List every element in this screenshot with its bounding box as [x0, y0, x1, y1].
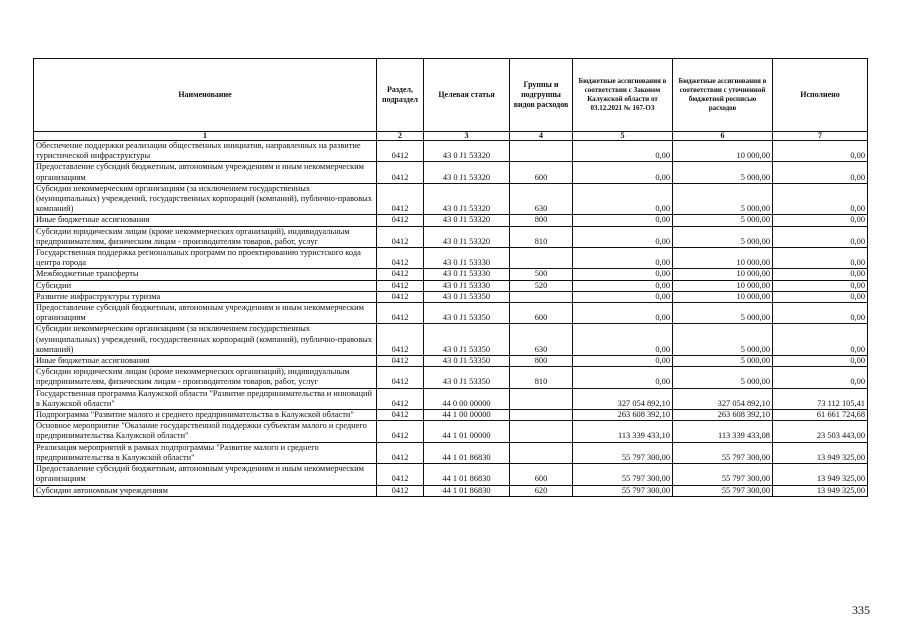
row-budget-law: 0,00: [573, 324, 673, 356]
row-target: 44 1 01 86830: [424, 464, 510, 485]
row-section: 0412: [377, 442, 424, 463]
row-executed: 0,00: [773, 367, 868, 388]
row-group: [510, 421, 573, 442]
table-row: [34, 291, 868, 302]
row-section: 0412: [377, 324, 424, 356]
row-section: 0412: [377, 215, 424, 226]
column-number: 6: [673, 132, 773, 141]
row-section: 0412: [377, 485, 424, 496]
row-name: Субсидии некоммерческим организациям (за исключением государственных (муниципальных) учреждений, государственных корпораций (компаний), публично-правовых компаний): [34, 324, 377, 356]
row-target: 43 0 J1 53350: [424, 291, 510, 302]
row-budget-law: 0,00: [573, 269, 673, 280]
row-budget-refined: 5 000,00: [673, 162, 773, 183]
row-budget-law: 55 797 300,00: [573, 442, 673, 463]
column-number: 2: [377, 132, 424, 141]
row-executed: 0,00: [773, 269, 868, 280]
header-budget-refined: Бюджетные ассигнования в соответствии с уточненной бюджетной росписью расходов: [673, 59, 773, 132]
row-budget-refined: 10 000,00: [673, 280, 773, 291]
row-section: 0412: [377, 226, 424, 247]
row-target: 43 0 J1 53330: [424, 269, 510, 280]
row-executed: 0,00: [773, 215, 868, 226]
header-group: Группы и подгруппы видов расходов: [510, 59, 573, 132]
row-section: 0412: [377, 356, 424, 367]
header-budget-law: Бюджетные ассигнования в соответствии с Законом Калужской области от 03.12.2021 № 167-ОЗ: [573, 59, 673, 132]
row-name: Развитие инфраструктуры туризма: [34, 291, 377, 302]
header-section: Раздел, подраздел: [377, 59, 424, 132]
row-group: [510, 442, 573, 463]
row-executed: 23 503 443,00: [773, 421, 868, 442]
row-section: 0412: [377, 303, 424, 324]
row-group: 630: [510, 183, 573, 215]
row-executed: 0,00: [773, 141, 868, 162]
row-budget-law: 0,00: [573, 248, 673, 269]
row-group: 620: [510, 485, 573, 496]
table-row: [34, 367, 868, 388]
row-name: Иные бюджетные ассигнования: [34, 356, 377, 367]
row-budget-refined: 5 000,00: [673, 303, 773, 324]
table-row: [34, 442, 868, 463]
row-section: 0412: [377, 421, 424, 442]
table-header: [34, 59, 868, 132]
row-executed: 0,00: [773, 280, 868, 291]
row-group: 810: [510, 226, 573, 247]
row-group: 500: [510, 269, 573, 280]
row-executed: 0,00: [773, 183, 868, 215]
column-number: 1: [34, 132, 377, 141]
row-target: 43 0 J1 53330: [424, 280, 510, 291]
row-section: 0412: [377, 291, 424, 302]
row-budget-refined: 5 000,00: [673, 324, 773, 356]
row-budget-refined: 263 608 392,10: [673, 410, 773, 421]
row-group: [510, 388, 573, 409]
row-section: 0412: [377, 367, 424, 388]
row-section: 0412: [377, 162, 424, 183]
column-number: 7: [773, 132, 868, 141]
row-target: 43 0 J1 53320: [424, 141, 510, 162]
row-executed: 73 112 105,41: [773, 388, 868, 409]
column-number-row: [34, 132, 868, 141]
row-executed: 0,00: [773, 226, 868, 247]
row-budget-law: 0,00: [573, 356, 673, 367]
column-number: 5: [573, 132, 673, 141]
row-budget-refined: 55 797 300,00: [673, 464, 773, 485]
row-budget-refined: 10 000,00: [673, 291, 773, 302]
row-group: 800: [510, 356, 573, 367]
table-row: [34, 248, 868, 269]
row-budget-refined: 327 054 892,10: [673, 388, 773, 409]
row-budget-refined: 5 000,00: [673, 367, 773, 388]
row-name: Подпрограмма "Развитие малого и среднего предпринимательства в Калужской области": [34, 410, 377, 421]
row-target: 43 0 J1 53350: [424, 367, 510, 388]
table-row: [34, 421, 868, 442]
row-group: [510, 410, 573, 421]
row-name: Субсидии юридическим лицам (кроме некоммерческих организаций), индивидуальным предпринимателям, физическим лицам - производителям товаров, работ, услуг: [34, 367, 377, 388]
row-budget-refined: 5 000,00: [673, 183, 773, 215]
row-budget-law: 113 339 433,10: [573, 421, 673, 442]
row-section: 0412: [377, 183, 424, 215]
row-name: Предоставление субсидий бюджетным, автономным учреждениям и иным некоммерческим организациям: [34, 162, 377, 183]
row-budget-law: 55 797 300,00: [573, 485, 673, 496]
header-name: Наименование: [34, 59, 377, 132]
budget-table: [33, 58, 868, 497]
row-target: 43 0 J1 53320: [424, 183, 510, 215]
row-executed: 0,00: [773, 162, 868, 183]
table-row: [34, 388, 868, 409]
row-budget-refined: 5 000,00: [673, 215, 773, 226]
row-executed: 0,00: [773, 356, 868, 367]
row-name: Государственная поддержка региональных программ по проектированию туристского кода центра города: [34, 248, 377, 269]
row-budget-refined: 113 339 433,08: [673, 421, 773, 442]
row-executed: 0,00: [773, 303, 868, 324]
row-budget-refined: 10 000,00: [673, 248, 773, 269]
row-name: Межбюджетные трансферты: [34, 269, 377, 280]
table-row: [34, 324, 868, 356]
row-budget-refined: 5 000,00: [673, 226, 773, 247]
row-budget-law: 0,00: [573, 367, 673, 388]
row-target: 43 0 J1 53350: [424, 324, 510, 356]
row-group: 600: [510, 162, 573, 183]
row-group: [510, 248, 573, 269]
row-section: 0412: [377, 464, 424, 485]
row-budget-refined: 10 000,00: [673, 141, 773, 162]
row-budget-law: 0,00: [573, 226, 673, 247]
table-row: [34, 410, 868, 421]
row-name: Предоставление субсидий бюджетным, автономным учреждениям и иным некоммерческим организациям: [34, 303, 377, 324]
row-budget-law: 0,00: [573, 303, 673, 324]
column-number: 4: [510, 132, 573, 141]
row-target: 43 0 J1 53320: [424, 162, 510, 183]
row-section: 0412: [377, 141, 424, 162]
table-row: [34, 485, 868, 496]
row-budget-law: 0,00: [573, 291, 673, 302]
table-row: [34, 303, 868, 324]
row-group: 810: [510, 367, 573, 388]
row-budget-refined: 55 797 300,00: [673, 442, 773, 463]
row-budget-refined: 5 000,00: [673, 356, 773, 367]
row-target: 44 1 01 86830: [424, 442, 510, 463]
row-budget-refined: 10 000,00: [673, 269, 773, 280]
row-section: 0412: [377, 410, 424, 421]
row-name: Субсидии автономным учреждениям: [34, 485, 377, 496]
row-executed: 13 949 325,00: [773, 464, 868, 485]
row-group: 630: [510, 324, 573, 356]
row-section: 0412: [377, 388, 424, 409]
row-executed: 0,00: [773, 324, 868, 356]
row-group: 600: [510, 303, 573, 324]
column-number: 3: [424, 132, 510, 141]
row-name: Субсидии некоммерческим организациям (за исключением государственных (муниципальных) учреждений, государственных корпораций (компаний), публично-правовых компаний): [34, 183, 377, 215]
table-row: [34, 269, 868, 280]
row-target: 43 0 J1 53350: [424, 356, 510, 367]
row-name: Субсидии юридическим лицам (кроме некоммерческих организаций), индивидуальным предпринимателям, физическим лицам - производителям товаров, работ, услуг: [34, 226, 377, 247]
row-name: Реализация мероприятий в рамках подпрограммы "Развитие малого и среднего предпринимательства в Калужской области": [34, 442, 377, 463]
row-budget-law: 0,00: [573, 141, 673, 162]
row-name: Обеспечение поддержки реализации общественных инициатив, направленных на развитие туристической инфраструктуры: [34, 141, 377, 162]
row-target: 44 0 00 00000: [424, 388, 510, 409]
row-budget-law: 55 797 300,00: [573, 464, 673, 485]
row-group: 800: [510, 215, 573, 226]
header-target: Целевая статья: [424, 59, 510, 132]
row-name: Субсидии: [34, 280, 377, 291]
header-executed: Исполнено: [773, 59, 868, 132]
row-target: 44 1 01 86830: [424, 485, 510, 496]
table-row: [34, 141, 868, 162]
table-row: [34, 215, 868, 226]
table-row: [34, 162, 868, 183]
row-group: 600: [510, 464, 573, 485]
table-row: [34, 226, 868, 247]
row-budget-law: 327 054 892,10: [573, 388, 673, 409]
row-group: [510, 291, 573, 302]
row-name: Основное мероприятие "Оказание государственной поддержки субъектам малого и среднего предпринимательства Калужской области": [34, 421, 377, 442]
row-budget-refined: 55 797 300,00: [673, 485, 773, 496]
page-number: 335: [852, 603, 870, 617]
row-budget-law: 0,00: [573, 280, 673, 291]
row-executed: 0,00: [773, 291, 868, 302]
table-row: [34, 183, 868, 215]
row-executed: 61 661 724,68: [773, 410, 868, 421]
row-budget-law: 0,00: [573, 215, 673, 226]
table-row: [34, 464, 868, 485]
row-section: 0412: [377, 269, 424, 280]
row-section: 0412: [377, 248, 424, 269]
row-group: 520: [510, 280, 573, 291]
row-name: Предоставление субсидий бюджетным, автономным учреждениям и иным некоммерческим организациям: [34, 464, 377, 485]
row-target: 44 1 00 00000: [424, 410, 510, 421]
table-row: [34, 356, 868, 367]
row-executed: 13 949 325,00: [773, 442, 868, 463]
row-budget-law: 0,00: [573, 183, 673, 215]
table-row: [34, 280, 868, 291]
row-target: 43 0 J1 53320: [424, 226, 510, 247]
row-budget-law: 263 608 392,10: [573, 410, 673, 421]
row-target: 44 1 01 00000: [424, 421, 510, 442]
row-target: 43 0 J1 53320: [424, 215, 510, 226]
row-name: Иные бюджетные ассигнования: [34, 215, 377, 226]
row-group: [510, 141, 573, 162]
row-section: 0412: [377, 280, 424, 291]
row-executed: 13 949 325,00: [773, 485, 868, 496]
row-executed: 0,00: [773, 248, 868, 269]
row-name: Государственная программа Калужской области "Развитие предпринимательства и инноваций в Калужской области": [34, 388, 377, 409]
row-target: 43 0 J1 53350: [424, 303, 510, 324]
row-target: 43 0 J1 53330: [424, 248, 510, 269]
row-budget-law: 0,00: [573, 162, 673, 183]
